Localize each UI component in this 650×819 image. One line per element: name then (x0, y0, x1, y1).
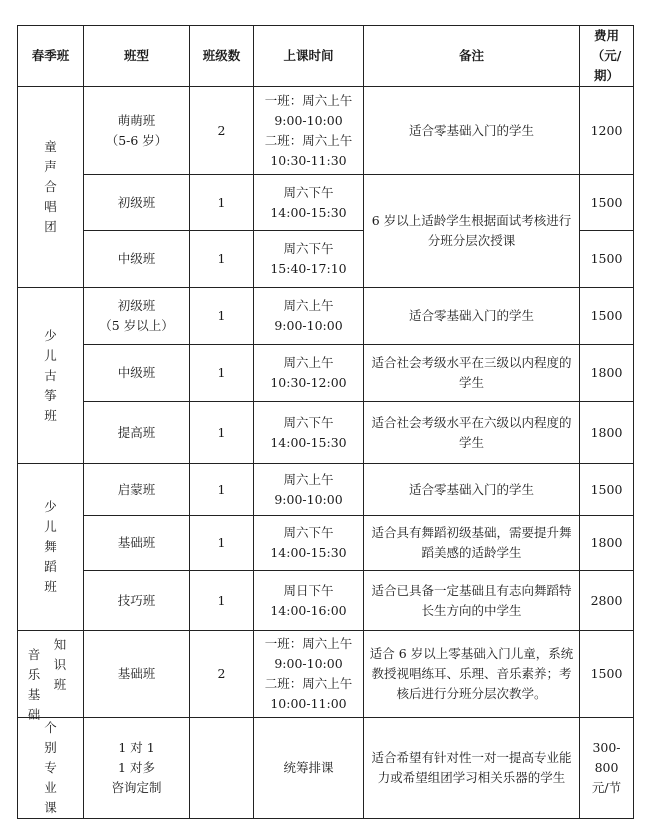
class-count-cell: 2 (190, 631, 254, 718)
group-label-choir: 童声合唱团 (18, 87, 84, 288)
class-count-cell: 2 (190, 87, 254, 175)
class-count-cell: 1 (190, 516, 254, 571)
class-type-cell: 提高班 (84, 402, 190, 464)
notes-cell: 适合已具备一定基础且有志向舞蹈特长生方向的中学生 (364, 571, 580, 631)
table-row (18, 402, 634, 464)
notes-cell: 适合零基础入门的学生 (364, 87, 580, 175)
class-time-cell: 统筹排课 (254, 718, 364, 819)
class-time-cell: 周六下午 14:00-15:30 (254, 402, 364, 464)
fee-cell: 1500 (580, 288, 634, 345)
class-time-cell: 周六上午 10:30-12:00 (254, 345, 364, 402)
class-type-cell: 萌萌班 （5-6 岁） (84, 87, 190, 175)
fee-cell: 1200 (580, 87, 634, 175)
class-time-cell: 周六下午 15:40-17:10 (254, 231, 364, 288)
class-type-cell: 启蒙班 (84, 464, 190, 516)
notes-cell: 适合零基础入门的学生 (364, 464, 580, 516)
class-type-cell: 中级班 (84, 345, 190, 402)
class-count-cell: 1 (190, 464, 254, 516)
table-row (18, 87, 634, 175)
header-notes: 备注 (364, 26, 580, 87)
class-type-cell: 基础班 (84, 516, 190, 571)
class-type-cell: 初级班 (84, 175, 190, 231)
fee-cell: 1800 (580, 345, 634, 402)
class-count-cell: 1 (190, 571, 254, 631)
class-time-cell: 周六下午 14:00-15:30 (254, 516, 364, 571)
class-time-cell: 周六下午 14:00-15:30 (254, 175, 364, 231)
class-count-cell: 1 (190, 175, 254, 231)
class-type-cell: 基础班 (84, 631, 190, 718)
table-row (18, 718, 634, 819)
table-row (18, 345, 634, 402)
group-label-music-basics (18, 631, 84, 722)
group-label-guzheng: 少儿古筝班 (18, 288, 84, 464)
class-schedule-table (17, 25, 634, 819)
class-type-cell: 中级班 (84, 231, 190, 288)
fee-cell: 2800 (580, 571, 634, 631)
class-count-cell: 1 (190, 402, 254, 464)
notes-cell: 6 岁以上适龄学生根据面试考核进行分班分层次授课 (364, 175, 580, 288)
notes-cell: 适合社会考级水平在六级以内程度的学生 (364, 402, 580, 464)
header-row (18, 26, 634, 87)
table-row (18, 631, 634, 718)
group-label-music-b: 知识班 (53, 637, 67, 692)
notes-cell: 适合 6 岁以上零基础入门儿童，系统教授视唱练耳、乐理、音乐素养；考核后进行分班分层次教学。 (364, 631, 580, 718)
notes-cell: 适合零基础入门的学生 (364, 288, 580, 345)
class-time-cell: 周日下午 14:00-16:00 (254, 571, 364, 631)
class-type-cell: 1 对 1 1 对多 咨询定制 (84, 718, 190, 819)
class-count-cell: 1 (190, 345, 254, 402)
group-label-dance: 少儿舞蹈班 (18, 464, 84, 631)
class-time-cell: 周六上午 9:00-10:00 (254, 464, 364, 516)
header-class-time: 上课时间 (254, 26, 364, 87)
table-row (18, 464, 634, 516)
class-time-cell: 周六上午 9:00-10:00 (254, 288, 364, 345)
header-class-type: 班型 (84, 26, 190, 87)
header-fee-line1: 费用 (593, 28, 619, 43)
group-label-private: 个别专业课 (18, 718, 84, 819)
header-season: 春季班 (18, 26, 84, 87)
notes-cell: 适合社会考级水平在三级以内程度的学生 (364, 345, 580, 402)
table-row (18, 571, 634, 631)
fee-cell: 300-800 元/节 (580, 718, 634, 819)
notes-cell: 适合具有舞蹈初级基础，需要提升舞蹈美感的适龄学生 (364, 516, 580, 571)
class-time-cell: 一班：周六上午 9:00-10:00 二班：周六上午 10:30-11:30 (254, 87, 364, 175)
header-class-count: 班级数 (190, 26, 254, 87)
fee-cell: 1500 (580, 464, 634, 516)
fee-cell: 1500 (580, 631, 634, 718)
class-count-cell (190, 718, 254, 819)
header-fee-line2: （元/期） (591, 48, 622, 83)
fee-cell: 1500 (580, 175, 634, 231)
table-row (18, 175, 634, 231)
class-time-cell: 一班：周六上午 9:00-10:00 二班：周六上午 10:00-11:00 (254, 631, 364, 718)
class-count-cell: 1 (190, 231, 254, 288)
fee-cell: 1500 (580, 231, 634, 288)
fee-cell: 1800 (580, 402, 634, 464)
header-fee (580, 26, 634, 87)
notes-cell: 适合希望有针对性一对一提高专业能力或希望组团学习相关乐器的学生 (364, 718, 580, 819)
table-row (18, 516, 634, 571)
class-type-cell: 技巧班 (84, 571, 190, 631)
table-row (18, 288, 634, 345)
class-count-cell: 1 (190, 288, 254, 345)
fee-cell: 1800 (580, 516, 634, 571)
group-label-music-a: 音乐基础 (27, 647, 41, 722)
class-type-cell: 初级班 （5 岁以上） (84, 288, 190, 345)
